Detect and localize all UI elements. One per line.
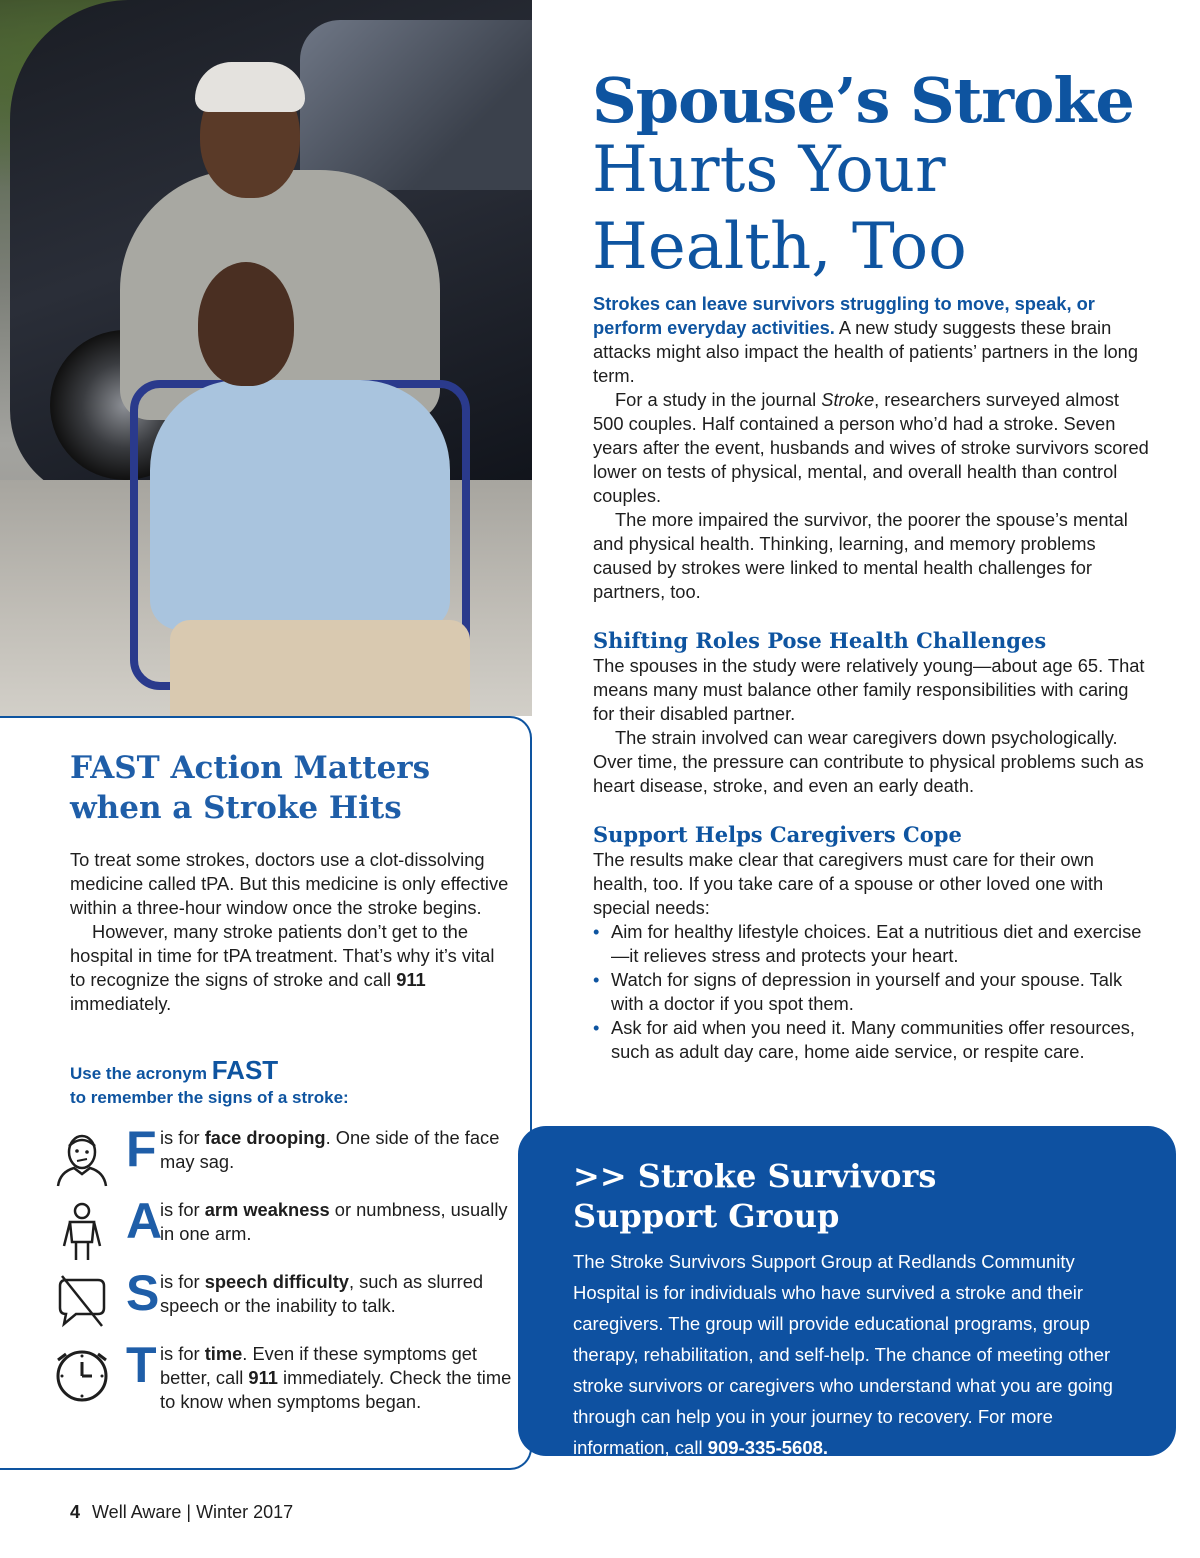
fast-p2-a: However, many stroke patients don’t get to the hospital in time for tPA treatment. That’s why it’s vital to recognize the signs of stroke and call bbox=[70, 921, 495, 990]
article-paragraph-6: The results make clear that caregivers must care for their own health, too. If you take care of a spouse or other loved one with special needs: bbox=[593, 849, 1104, 918]
fast-title bbox=[70, 748, 510, 828]
fast-item-pre: is for bbox=[160, 1271, 205, 1292]
article-headline bbox=[592, 64, 1172, 286]
fast-item-keyword: time bbox=[204, 1343, 243, 1364]
article-body bbox=[593, 292, 1153, 1064]
fast-item-post: , such as slurred speech or the inability to talk. bbox=[160, 1271, 484, 1316]
clock-icon bbox=[52, 1346, 112, 1404]
heading-shifting-roles: Shifting Roles Pose Health Challenges bbox=[593, 628, 1047, 653]
page-footer bbox=[70, 1502, 293, 1523]
photo-man bbox=[150, 380, 450, 630]
fast-sub-b: to remember the signs of a stroke: bbox=[70, 1088, 349, 1107]
article-paragraph-3: The more impaired the survivor, the poorer the spouse’s mental and physical health. Thinking, learning, and memory problems caused by strokes were linked to mental health challenges for partners, too. bbox=[593, 509, 1128, 602]
photo-car-window bbox=[300, 20, 532, 190]
support-body-text: The Stroke Survivors Support Group at Redlands Community Hospital is for individuals who have survived a stroke and their caregivers. The group will provide educational programs, group therapy, rehabilitation, and self-help. The chance of meeting other stroke survivors or caregivers who understand what you are going through can help you in your journey to recovery. For more information, call bbox=[573, 1251, 1113, 1458]
fast-item-post: . Even if these symptoms get better, call bbox=[160, 1343, 478, 1388]
support-title bbox=[573, 1156, 1093, 1236]
fast-p2-b: immediately. bbox=[70, 993, 172, 1014]
article-paragraph-4: The spouses in the study were relatively young—about age 65. That means many must balance other family responsibilities with caring for their disabled partner. bbox=[593, 655, 1145, 724]
article-paragraph-5: The strain involved can wear caregivers down psychologically. Over time, the pressure can contribute to physical problems such as heart disease, stroke, and even an early death. bbox=[593, 727, 1144, 796]
publication-info: Well Aware | Winter 2017 bbox=[92, 1502, 294, 1522]
face-icon bbox=[52, 1130, 112, 1188]
fast-item-post: or numbness, usually in one arm. bbox=[160, 1199, 508, 1244]
fast-letter: S bbox=[126, 1265, 160, 1321]
article-p2-a: For a study in the journal bbox=[615, 389, 822, 410]
fast-title-line1: FAST Action Matters bbox=[70, 750, 431, 786]
fast-paragraph-2 bbox=[70, 920, 510, 1016]
fast-acronym: FAST bbox=[211, 1055, 279, 1085]
support-title-line2: Support Group bbox=[573, 1197, 840, 1235]
emergency-number: 911 bbox=[248, 1367, 278, 1388]
fast-item-keyword: speech difficulty bbox=[204, 1271, 349, 1292]
fast-item-pre: is for bbox=[160, 1127, 205, 1148]
fast-item-pre: is for bbox=[160, 1199, 205, 1220]
fast-item-text bbox=[160, 1342, 520, 1414]
fast-title-line2: when a Stroke Hits bbox=[70, 790, 402, 826]
page-number: 4 bbox=[70, 1502, 81, 1522]
article-paragraph-2 bbox=[593, 388, 1153, 508]
fast-body bbox=[70, 848, 510, 1016]
fast-letter: F bbox=[126, 1121, 157, 1177]
article-p2-b: , researchers surveyed almost 500 couples. Half contained a person who’d had a stroke. Seven years after the event, husbands and wives of stroke survivors scored lower on tests of physical, mental, and overall health than control couples. bbox=[593, 389, 1149, 506]
fast-item-post: immediately. Check the time to know when symptoms began. bbox=[160, 1367, 512, 1412]
fast-letter: T bbox=[126, 1337, 157, 1393]
support-phone: 909-335-5608. bbox=[707, 1437, 829, 1458]
fast-item-pre: is for bbox=[160, 1343, 205, 1364]
headline-line3: Health, Too bbox=[592, 209, 967, 284]
journal-name: Stroke bbox=[821, 389, 875, 410]
support-title-line1: >> Stroke Survivors bbox=[573, 1157, 937, 1195]
headline-line2: Hurts Your bbox=[592, 133, 946, 207]
article-lead: Strokes can leave survivors struggling to move, speak, or perform everyday activities. bbox=[593, 293, 1095, 338]
photo-man-legs bbox=[170, 620, 470, 716]
fast-item-s bbox=[52, 1265, 522, 1334]
support-body bbox=[573, 1246, 1133, 1463]
fast-item-a bbox=[52, 1193, 522, 1262]
fast-item-keyword: arm weakness bbox=[204, 1199, 330, 1220]
fast-sub-a: Use the acronym bbox=[70, 1064, 212, 1083]
list-item: • Watch for signs of depression in yourself and your spouse. Talk with a doctor if you spot them. bbox=[593, 968, 1153, 1016]
fast-subheading bbox=[70, 1055, 510, 1110]
photo-man-head bbox=[198, 262, 294, 386]
heading-support-helps: Support Helps Caregivers Cope bbox=[593, 822, 962, 847]
list-item: • Aim for healthy lifestyle choices. Eat a nutritious diet and exercise—it relieves stress and protects your heart. bbox=[593, 920, 1153, 968]
fast-item-keyword: face drooping bbox=[204, 1127, 326, 1148]
fast-item-t bbox=[52, 1337, 522, 1462]
support-group-box bbox=[518, 1126, 1176, 1456]
article-p1-rest: A new study suggests these brain attacks might also impact the health of patients’ partners in the long term. bbox=[593, 317, 1139, 386]
list-item: • Ask for aid when you need it. Many communities offer resources, such as adult day care, home aide service, or respite care. bbox=[593, 1016, 1153, 1064]
fast-item-post: . One side of the face may sag. bbox=[160, 1127, 500, 1172]
fast-item-text bbox=[160, 1198, 520, 1246]
fast-item-f bbox=[52, 1121, 522, 1190]
headline-line1: Spouse’s Stroke bbox=[592, 64, 1134, 137]
photo-woman-hair bbox=[195, 62, 305, 112]
article-paragraph-1 bbox=[593, 292, 1153, 388]
fast-paragraph-1: To treat some strokes, doctors use a clot-dissolving medicine called tPA. But this medicine is only effective within a three-hour window once the stroke begins. bbox=[70, 849, 509, 918]
fast-letter: A bbox=[126, 1193, 163, 1249]
hero-photo bbox=[0, 0, 532, 716]
emergency-number: 911 bbox=[396, 969, 426, 990]
person-icon bbox=[52, 1202, 112, 1260]
tips-list bbox=[593, 920, 1153, 1064]
fast-item-text bbox=[160, 1270, 520, 1318]
fast-item-text bbox=[160, 1126, 520, 1174]
no-speech-icon bbox=[52, 1274, 112, 1332]
